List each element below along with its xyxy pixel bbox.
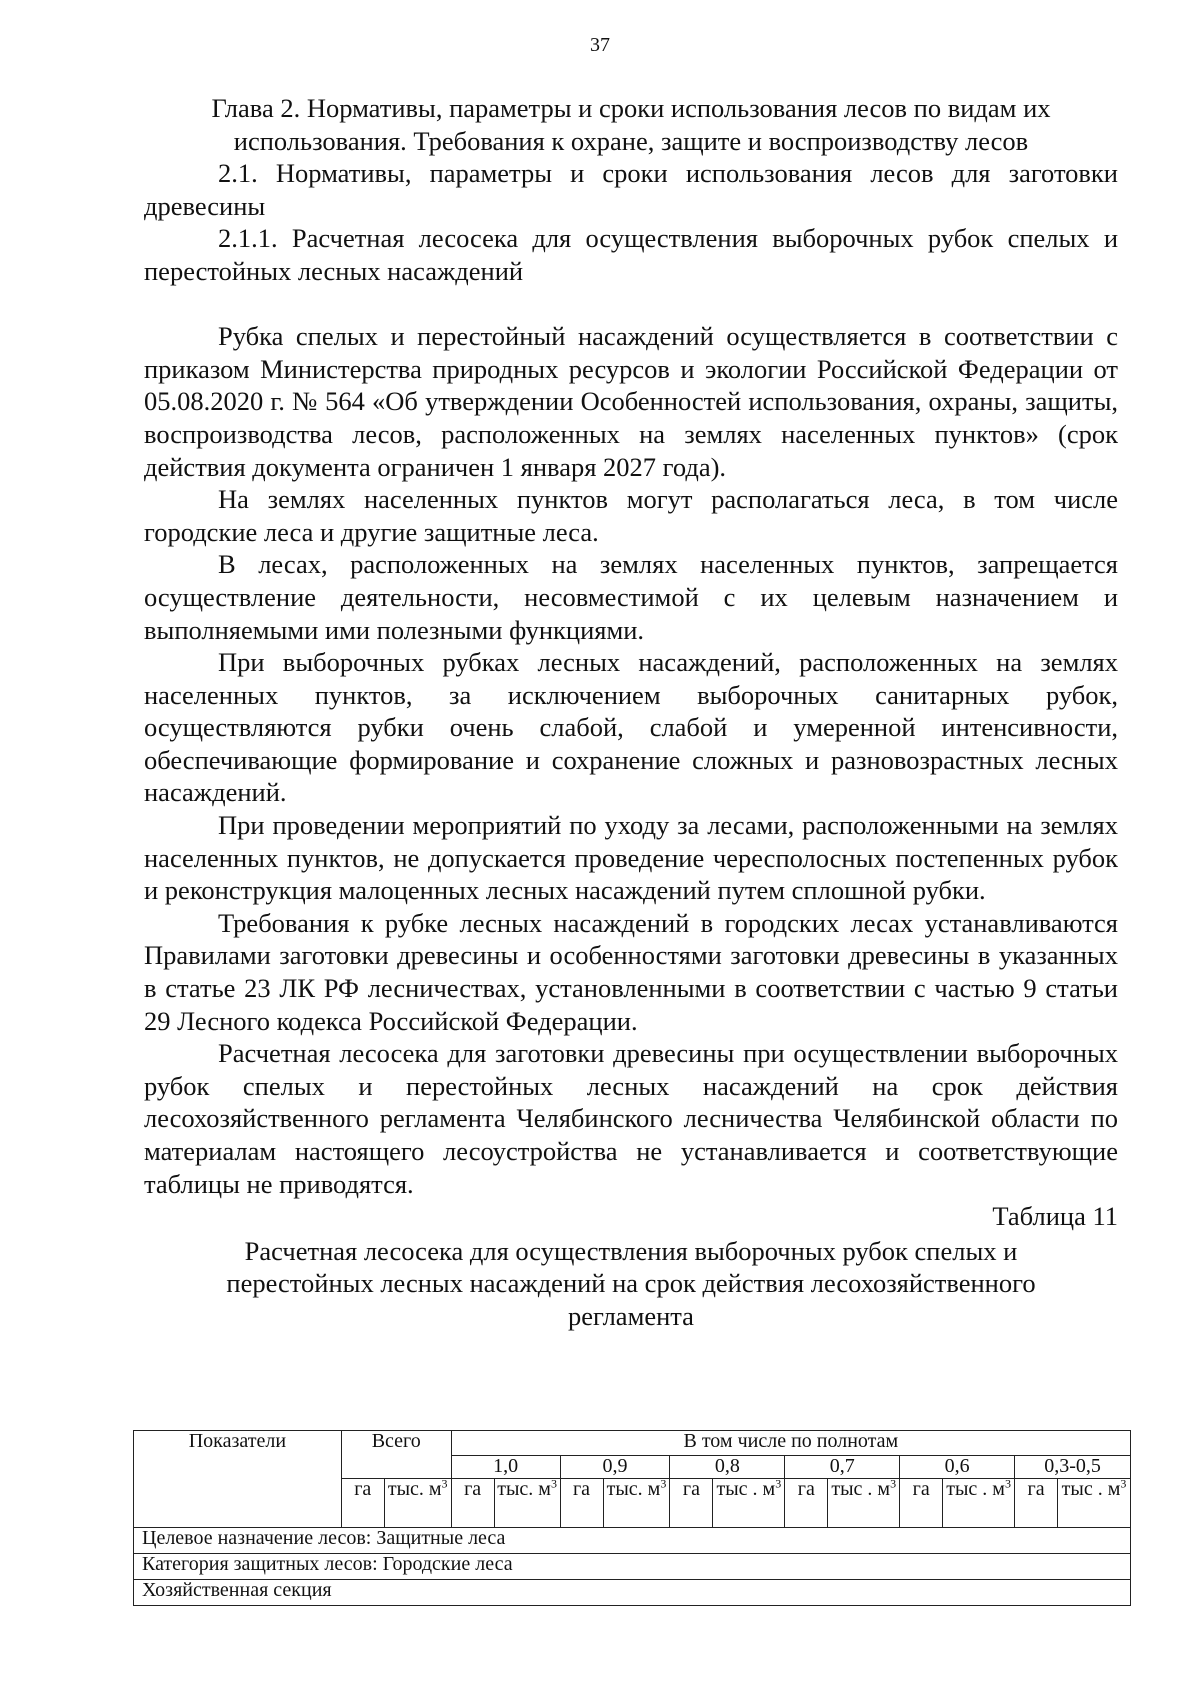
paragraph: В лесах, расположенных на землях населенных пунктов, запрещается осуществление деятельности, несовместимой с их целевым назначением и выполняемыми ими полезными функциями. <box>144 549 1118 645</box>
unit-ha: га <box>900 1479 943 1528</box>
unit-ha: га <box>785 1479 828 1528</box>
forest-cut-table <box>133 1430 1131 1606</box>
header-including: В том числе по полнотам <box>451 1431 1130 1456</box>
chapter-heading: Глава 2. Нормативы, параметры и сроки использования лесов по видам их использования. Требования к охране, защите и воспроизводству лесов <box>211 93 1051 156</box>
paragraph: На землях населенных пунктов могут располагаться леса, в том числе городские леса и другие защитные леса. <box>144 484 1118 547</box>
unit-volume: тыс . $м^3$ <box>943 1479 1015 1528</box>
unit-volume: тыс. $м^3$ <box>384 1479 451 1528</box>
table-row: Хозяйственная секция <box>134 1580 1131 1606</box>
unit-volume: тыс . $м^3$ <box>1058 1479 1131 1528</box>
header-density: 0,3-0,5 <box>1015 1456 1131 1479</box>
section-heading: 2.1. Нормативы, параметры и сроки использования лесов для заготовки древесины <box>144 158 1118 221</box>
unit-volume: тыс . $м^3$ <box>828 1479 900 1528</box>
paragraph: Требования к рубке лесных насаждений в городских лесах устанавливаются Правилами заготовки древесины и особенностями заготовки древесины в указанных в статье 23 ЛК РФ лесничествах, установленными в соответствии с частью 9 статьи 29 Лесного кодекса Российской Федерации. <box>144 907 1118 1036</box>
header-indicators: Показатели <box>134 1431 342 1528</box>
table-row: Целевое назначение лесов: Защитные леса <box>134 1528 1131 1554</box>
table-row: Категория защитных лесов: Городские леса <box>134 1554 1131 1580</box>
spacer <box>144 288 1118 321</box>
unit-volume: тыс. $м^3$ <box>603 1479 670 1528</box>
unit-volume: тыс . $м^3$ <box>713 1479 785 1528</box>
header-total: Всего <box>341 1431 451 1479</box>
table-title: Расчетная лесосека для осуществления выборочных рубок спелых и перестойных лесных насаждений на срок действия лесохозяйственного регламента <box>226 1235 1036 1331</box>
unit-ha: га <box>560 1479 603 1528</box>
header-density: 0,8 <box>670 1456 785 1479</box>
unit-ha: га <box>1015 1479 1058 1528</box>
table-number: Таблица 11 <box>992 1201 1118 1232</box>
unit-volume: тыс. $м^3$ <box>494 1479 560 1528</box>
subsection-heading: 2.1.1. Расчетная лесосека для осуществления выборочных рубок спелых и перестойных лесных насаждений <box>144 223 1118 286</box>
header-density: 0,6 <box>900 1456 1015 1479</box>
header-density: 1,0 <box>451 1456 560 1479</box>
document-body <box>144 92 1118 1333</box>
paragraph: Расчетная лесосека для заготовки древесины при осуществлении выборочных рубок спелых и перестойных лесных насаждений на срок действия лесохозяйственного регламента Челябинского лесничества Челябинской области по материалам настоящего лесоустройства не устанавливается и соответствующие таблицы не приводятся. <box>144 1038 1118 1199</box>
page-number: 37 <box>590 34 610 56</box>
unit-ha: га <box>670 1479 713 1528</box>
header-density: 0,9 <box>560 1456 670 1479</box>
paragraph: При проведении мероприятий по уходу за лесами, расположенными на землях населенных пунктов, не допускается проведение чересполосных постепенных рубок и реконструкция малоценных лесных насаждений путем сплошной рубки. <box>144 810 1118 906</box>
header-density: 0,7 <box>785 1456 900 1479</box>
unit-ha: га <box>341 1479 384 1528</box>
unit-ha: га <box>451 1479 494 1528</box>
paragraph: При выборочных рубках лесных насаждений, расположенных на землях населенных пунктов, за исключением выборочных санитарных рубок, осуществляются рубки очень слабой, слабой и умеренной интенсивности, обеспечивающие формирование и сохранение сложных и разновозрастных лесных насаждений. <box>144 647 1118 808</box>
paragraph: Рубка спелых и перестойный насаждений осуществляется в соответствии с приказом Министерства природных ресурсов и экологии Российской Федерации от 05.08.2020 г. № 564 «Об утверждении Особенностей использования, охраны, защиты, воспроизводства лесов, расположенных на землях населенных пунктов» (срок действия документа ограничен 1 января 2027 года). <box>144 321 1118 482</box>
